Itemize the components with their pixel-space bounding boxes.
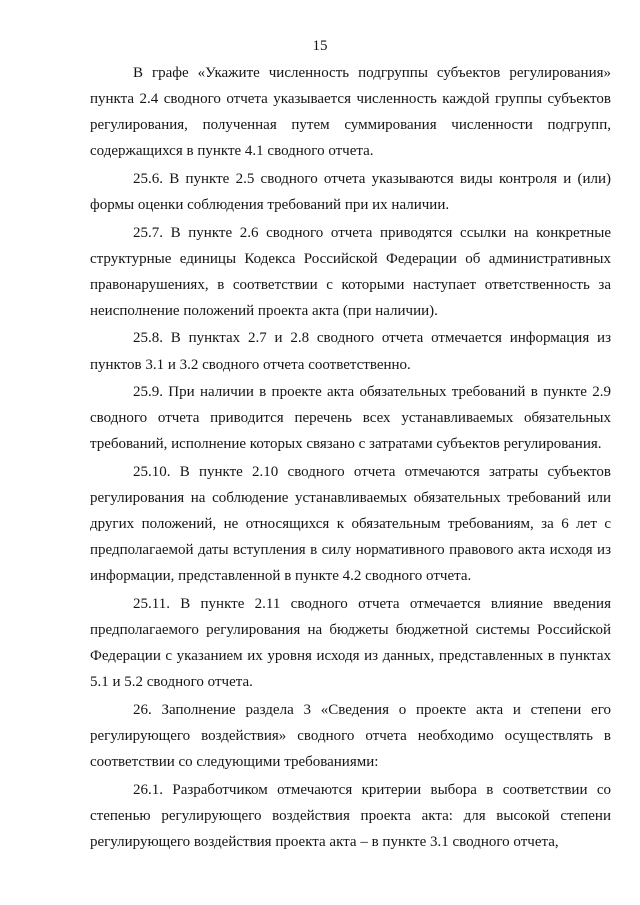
- paragraph-25-8: 25.8. В пунктах 2.7 и 2.8 сводного отчета отмечается информация из пунктов 3.1 и 3.2 сводного отчета соответственно.: [90, 330, 611, 373]
- paragraph-25-9: 25.9. При наличии в проекте акта обязательных требований в пункте 2.9 сводного отчета приводится перечень всех устанавливаемых обязательных требований, исполнение которых связано с затратами субъектов регулирования.: [90, 384, 611, 453]
- paragraph-25-10: 25.10. В пункте 2.10 сводного отчета отмечаются затраты субъектов регулирования на соблюдение устанавливаемых обязательных требований или других положений, не относящихся к обязательным требованиям, за 6 лет с предполагаемой даты вступления в силу нормативного правового акта исходя из информации, представленной в пункте 4.2 сводного отчета.: [90, 463, 611, 585]
- paragraph-grafa-2-4: В графе «Укажите численность подгруппы субъектов регулирования» пункта 2.4 сводного отчета указывается численность каждой группы субъектов регулирования, полученная путем суммирования численности подгрупп, содержащихся в пункте 4.1 сводного отчета.: [90, 65, 611, 160]
- paragraph-25-11: 25.11. В пункте 2.11 сводного отчета отмечается влияние введения предполагаемого регулирования на бюджеты бюджетной системы Российской Федерации с указанием их уровня исходя из данных, представленных в пунктах 5.1 и 5.2 сводного отчета.: [90, 595, 611, 691]
- document-body: [90, 60, 611, 856]
- paragraph-26: 26. Заполнение раздела 3 «Сведения о проекте акта и степени его регулирующего воздействия» сводного отчета необходимо осуществлять в соответствии со следующими требованиями:: [90, 701, 611, 770]
- page-number: 15: [312, 38, 328, 54]
- paragraph-26-1: 26.1. Разработчиком отмечаются критерии выбора в соответствии со степенью регулирующего воздействия проекта акта: для высокой степени регулирующего воздействия проекта акта – в пункте 3.1 сводного отчета,: [90, 781, 611, 850]
- paragraph-25-6: 25.6. В пункте 2.5 сводного отчета указываются виды контроля и (или) формы оценки соблюдения требований при их наличии.: [90, 170, 611, 213]
- paragraph-25-7: 25.7. В пункте 2.6 сводного отчета приводятся ссылки на конкретные структурные единицы Кодекса Российской Федерации об административных правонарушениях, в соответствии с которыми наступает ответственность за неисполнение положений проекта акта (при наличии).: [90, 224, 611, 319]
